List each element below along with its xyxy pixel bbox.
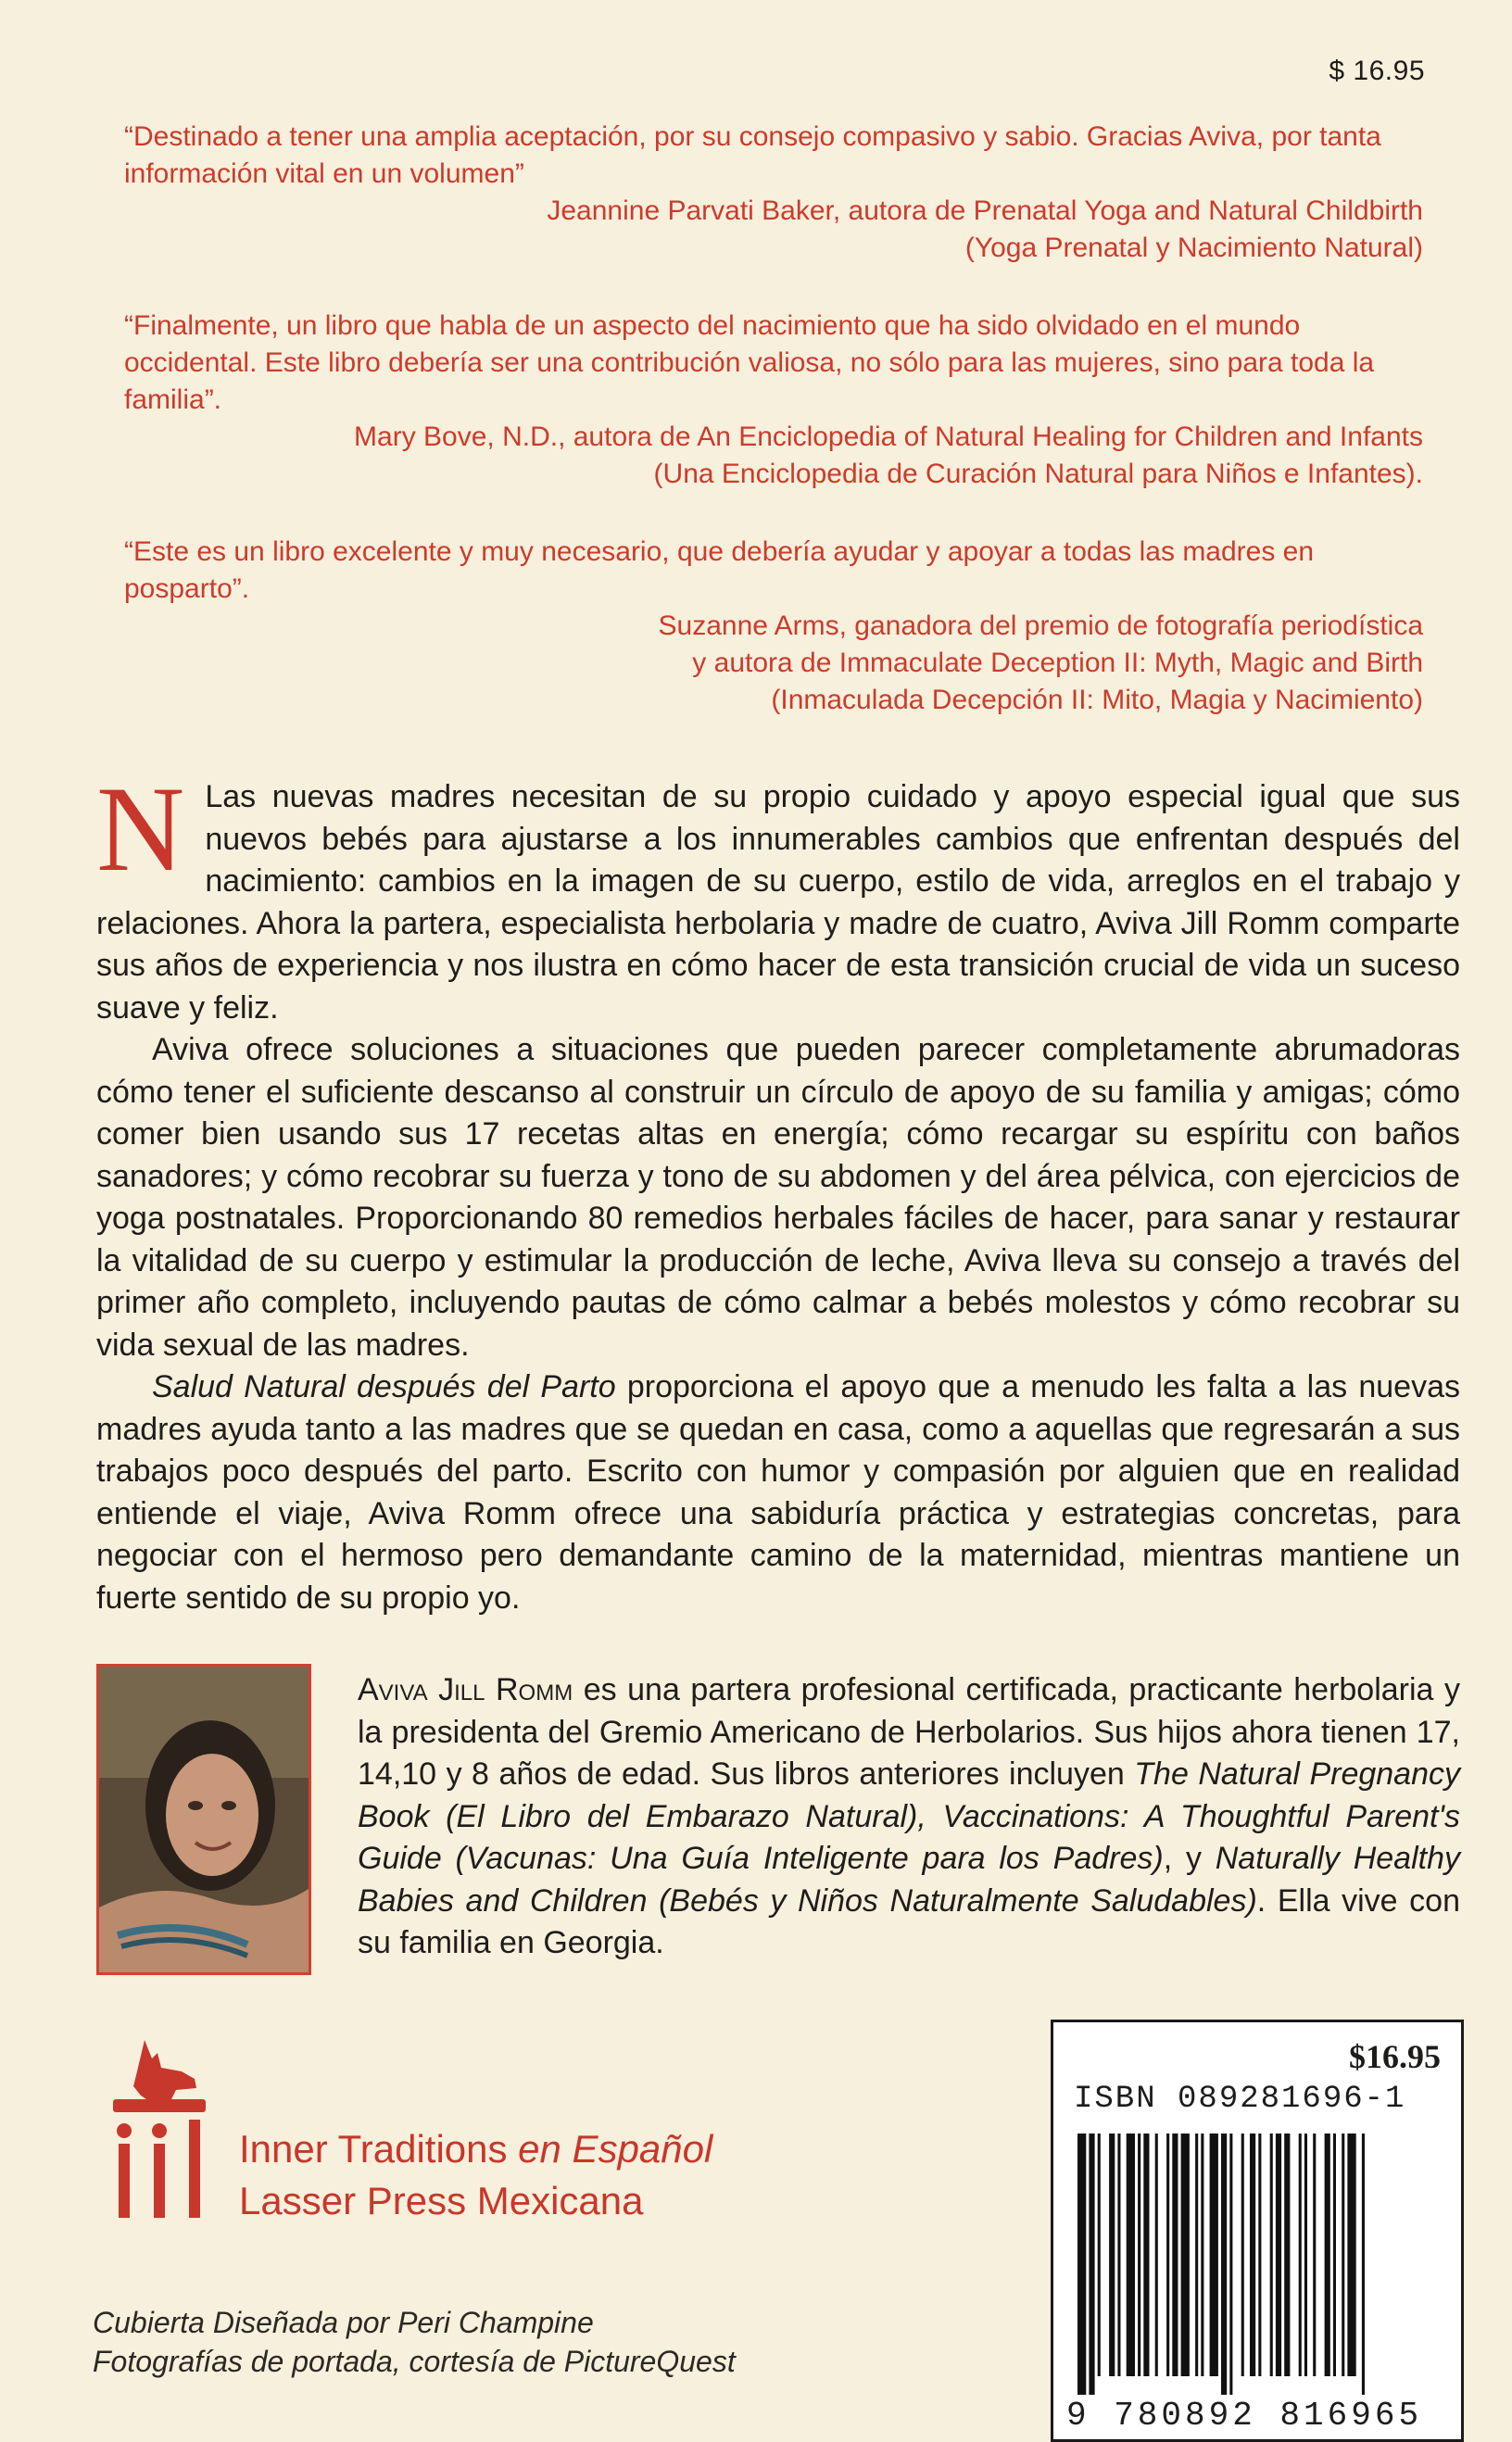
barcode-bar [1325,2134,1330,2376]
anubis-logo-icon [96,2034,222,2229]
credit-line: Fotografías de portada, cortesía de PictureQuest [93,2345,736,2378]
description-paragraph [96,761,1460,1029]
barcode-bar [1195,2134,1198,2376]
barcode-bar [1166,2134,1169,2376]
credit-line: Cubierta Diseñada por Peri Champine [93,2306,594,2339]
barcode-bar [1109,2134,1115,2376]
quote-attribution: Jeannine Parvati Baker, autora de Prenatal Yoga and Natural Childbirth [547,195,1423,226]
book-description [96,761,1461,1619]
barcode-bar [1089,2134,1094,2395]
paragraph-text: proporciona el apoyo que a menudo les falta a las nuevas madres ayuda tanto a las madres que se quedan en casa, como a aquellas que regresarán a sus trabajos poco después del parto. Escrito con humor y compasión por alguien que en realidad entiende el viaje, Aviva Romm ofrece una sabiduría práctica y estrategias concretas, para negociar con el hermoso pero demandante camino de la maternidad, mientras mantiene un fuerte sentido de su propio yo. [96,1369,1461,1616]
quote-attribution: (Inmaculada Decepción II: Mito, Magia y Nacimiento) [771,685,1423,715]
quote-attribution: Mary Bove, N.D., autora de An Enciclopedia of Natural Healing for Children and Infants [354,422,1423,452]
author-bio [358,1669,1460,1965]
drop-cap: N [96,761,185,897]
barcode-number: 9 780892 816965 [1066,2397,1423,2435]
author-photo [96,1664,311,1975]
barcode-bar [1313,2134,1316,2376]
cover-price: $ 16.95 [1329,56,1425,86]
quote-attribution: Suzanne Arms, ganadora del premio de fotografía periodística [658,610,1423,641]
barcode-bar [1201,2134,1203,2376]
description-paragraph [96,1366,1460,1619]
barcode-bar [1077,2134,1086,2395]
book-title: Naturally Healthy Babies and Children (Bebés y Niños Naturalmente Saludables) [358,1841,1460,1919]
publisher-text: Inner Traditions [239,2127,519,2171]
barcode-bar [1333,2134,1336,2376]
barcode-bar [1362,2134,1365,2395]
bio-text: , y [1163,1841,1216,1876]
publisher-line [239,2123,712,2175]
bio-text: . Ella vive con su familia en Georgia. [358,1882,1461,1960]
publisher-text-italic: en Español [518,2127,713,2171]
barcode-bar [1143,2134,1149,2376]
quote-attribution: y autora de Immaculate Deception II: Myth, Magic and Birth [692,648,1423,678]
barcode-bar [1347,2134,1355,2376]
barcode-bar [1127,2134,1135,2376]
barcode-bar [1155,2134,1158,2376]
quote-attribution: (Una Enciclopedia de Curación Natural para Niños e Infantes). [653,459,1423,489]
quote-text: “Este es un libro excelente y muy necesario, que debería ayudar y apoyar a todas las madres en posparto”. [124,536,1315,604]
cover-credits [93,2303,736,2381]
quote-attribution: (Yoga Prenatal y Nacimiento Natural) [964,233,1423,263]
barcode-bar [1284,2134,1290,2376]
bio-text: es una partera profesional certificada, practicante herbolaria y la presidenta del Gremio Americano de Herbolarios. Sus hijos ahora tienen 17, 14,10 y 8 años de edad. Sus libros anteriores incluyen [358,1672,1460,1792]
barcode-bar [1250,2134,1255,2376]
barcode-bar [1117,2134,1120,2376]
barcode-bar [1270,2134,1273,2376]
barcode-bar [1172,2134,1178,2376]
testimonial-quote [124,119,1423,267]
testimonial-quote [124,534,1423,719]
publisher-logo-icon [96,2034,222,2229]
barcode-box [1051,2020,1464,2442]
book-title: Salud Natural después del Parto [152,1369,616,1404]
book-title: The Natural Pregnancy Book (El Libro del Embarazo Natural), Vaccinations: A Thoughtful Parent's Guide (Vacunas: Una Guía Inteligente para los Padres) [358,1756,1460,1876]
barcode-bar [1342,2134,1344,2376]
author-portrait-icon [99,1667,309,1972]
barcode-price: $16.95 [1349,2038,1441,2075]
author-name: Aviva Jill Romm [358,1672,573,1707]
publisher-line: Lasser Press Mexicana [239,2179,644,2222]
barcode-bar [1258,2134,1261,2376]
barcode-bar [1241,2134,1244,2376]
barcode-bar [1210,2134,1218,2376]
description-paragraph: Aviva ofrece soluciones a situaciones que pueden parecer completamente abrumadoras cómo tener el suficiente descanso al construir un círculo de apoyo de su familia y amigas; cómo comer bien usando sus 17 recetas altas en energía; cómo recargar su espíritu con baños sanadores; y cómo recobrar su fuerza y tono de su abdomen y del área pélvica, con ejercicios de yoga postnatales. Proporcionando 80 remedios herbales fáciles de hacer, para sanar y restaurar la vitalidad de su cuerpo y estimular la producción de leche, Aviva lleva su consejo a través del primer año completo, incluyendo pautas de cómo calmar a bebés molestos y cómo recobrar su vida sexual de las madres. [96,1032,1460,1363]
barcode-bar [1299,2134,1302,2376]
barcode-bar [1221,2134,1227,2395]
barcode-bar [1229,2134,1232,2395]
isbn-label: ISBN 089281696-1 [1074,2082,1406,2117]
testimonial-quote [124,308,1423,493]
barcode-bar [1276,2134,1281,2376]
barcode-bar [1181,2134,1190,2376]
barcode-bar [1098,2134,1101,2376]
paragraph-text: Las nuevas madres necesitan de su propio cuidado y apoyo especial igual que sus nuevos bebés para ajustarse a los innumerables cambios que enfrentan después del nacimiento: cambios en la imagen de su cuerpo, estilo de vida, arreglos en el trabajo y relaciones. Ahora la partera, especialista herbolaria y madre de cuatro, Aviva Jill Romm comparte sus años de experiencia y nos ilustra en cómo hacer de esta transición crucial de vida un suceso suave y feliz. [96,779,1460,1026]
publisher-name [239,2123,712,2227]
barcode-bar [1138,2134,1140,2376]
quote-text: “Destinado a tener una amplia aceptación, por su consejo compasivo y sabio. Gracias Aviva, por tanta información vital en un volumen” [124,121,1381,189]
quote-text: “Finalmente, un libro que habla de un aspecto del nacimiento que ha sido olvidado en el mundo occidental. Este libro debería ser una contribución valiosa, no sólo para las mujeres, sino para toda la familia”. [124,310,1375,415]
barcode-bar [1304,2134,1307,2376]
barcode-bars-icon [1074,2134,1444,2395]
